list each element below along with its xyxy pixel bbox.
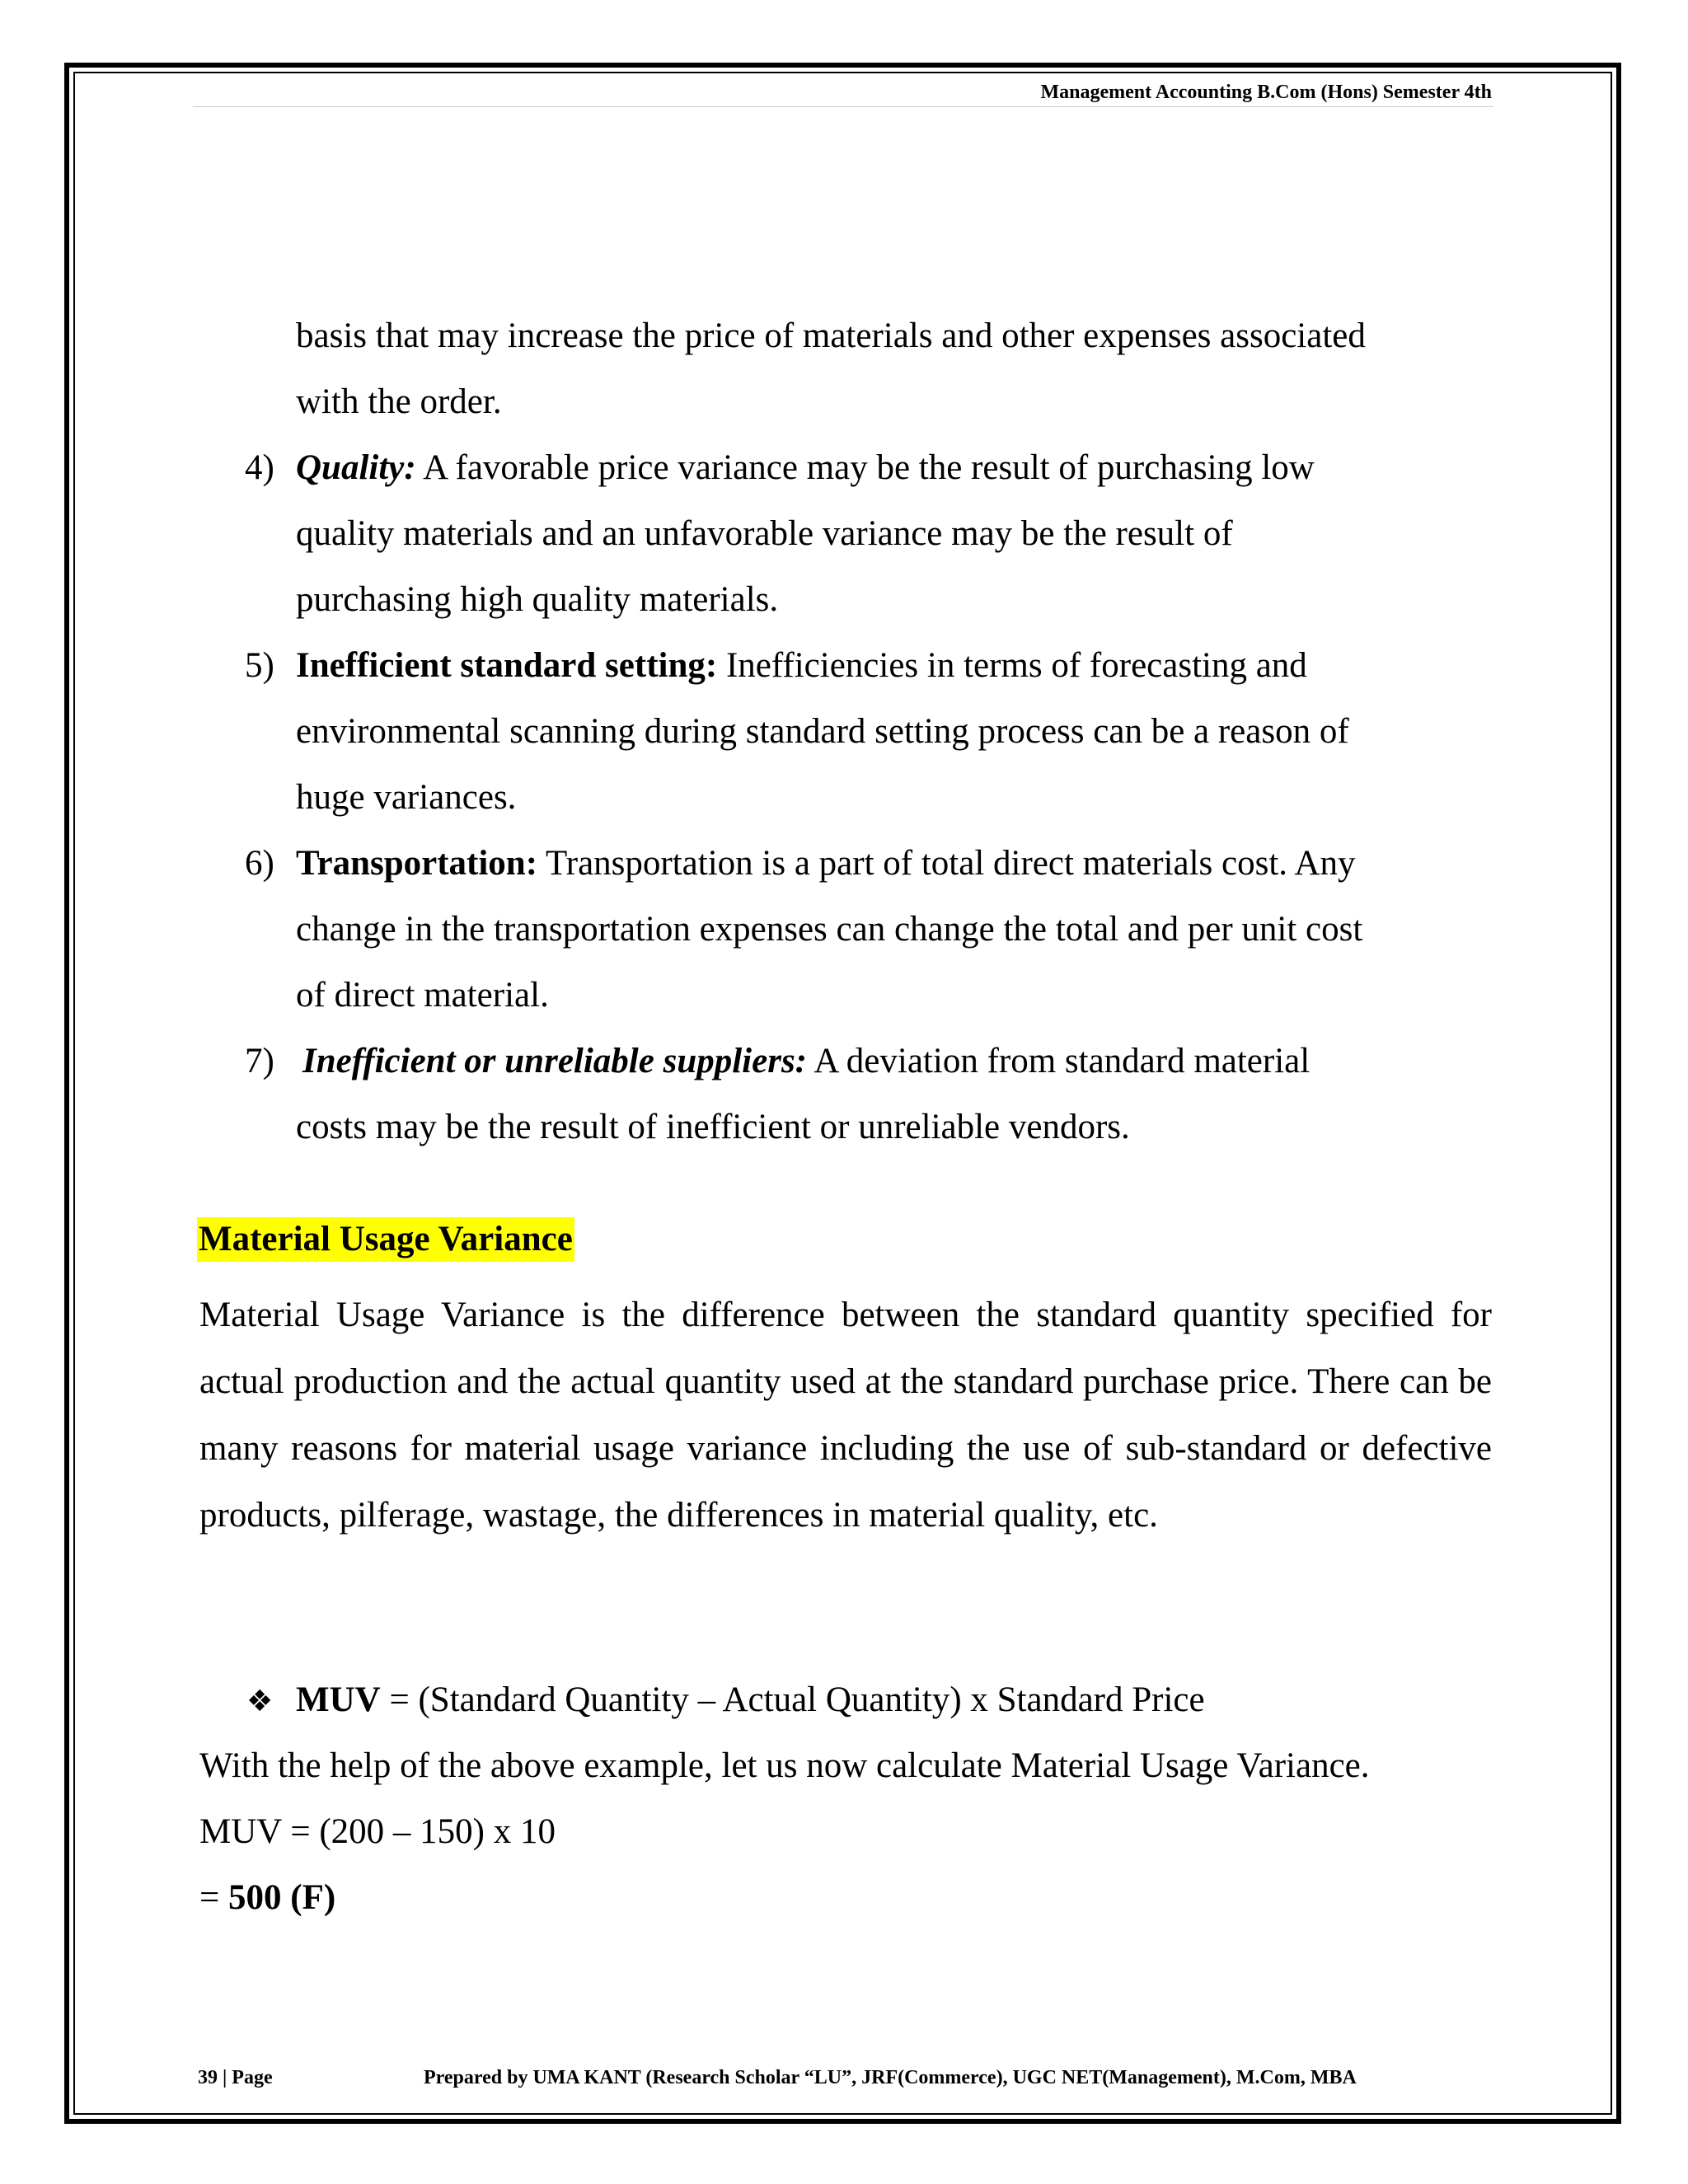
list-item: [245, 645, 1307, 686]
list-item-number: 7): [245, 1042, 274, 1080]
list-item-number: 6): [245, 844, 274, 883]
formula-line: [246, 1680, 1205, 1720]
list-item-text: A deviation from standard material: [807, 1042, 1311, 1080]
section-heading: Material Usage Variance: [197, 1217, 574, 1262]
list-item-text: A favorable price variance may be the result of purchasing low: [415, 448, 1315, 487]
list-item-term: Inefficient standard setting:: [296, 646, 718, 685]
result-value: 500 (F): [228, 1878, 336, 1917]
footer-author: Prepared by UMA KANT (Research Scholar “LU”, JRF(Commerce), UGC NET(Management), M.Com, MBA: [424, 2067, 1357, 2088]
list-item-text: of direct material.: [296, 976, 549, 1015]
result-prefix: =: [199, 1878, 229, 1917]
list-item-text: Inefficiencies in terms of forecasting and: [717, 646, 1307, 685]
running-header: Management Accounting B.Com (Hons) Semester 4th: [1040, 82, 1492, 103]
example-intro: With the help of the above example, let us now calculate Material Usage Variance.: [199, 1746, 1370, 1785]
diamond-bullet-icon: ❖: [246, 1685, 274, 1718]
formula-expression: = (Standard Quantity – Actual Quantity) x Standard Price: [380, 1680, 1205, 1719]
formula-label: MUV: [296, 1680, 381, 1719]
continuation-line: with the order.: [296, 382, 502, 421]
list-item-text: huge variances.: [296, 778, 517, 817]
list-item-number: 4): [245, 448, 274, 487]
section-paragraph: Material Usage Variance is the difference between the standard quantity specified for actual production and the actual quantity used at the standard purchase price. There can be many reasons for material usage variance including the use of sub-standard or defective products, pilferage, wastage, the differences in material quality, etc.: [199, 1296, 1492, 1535]
list-item-text: purchasing high quality materials.: [296, 580, 779, 619]
list-item: [245, 448, 1315, 488]
footer-page-number: 39 | Page: [198, 2067, 273, 2088]
header-divider: [193, 106, 1493, 107]
list-item-term: Inefficient or unreliable suppliers:: [302, 1042, 807, 1080]
continuation-line: basis that may increase the price of materials and other expenses associated: [296, 316, 1366, 355]
list-item-text: quality materials and an unfavorable variance may be the result of: [296, 514, 1233, 553]
list-item-number: 5): [245, 646, 274, 685]
list-item-text: environmental scanning during standard setting process can be a reason of: [296, 712, 1349, 751]
example-calculation: MUV = (200 – 150) x 10: [199, 1812, 556, 1851]
example-result: [199, 1877, 335, 1918]
list-item-text: change in the transportation expenses can change the total and per unit cost: [296, 910, 1363, 949]
list-item-text: Transportation is a part of total direct materials cost. Any: [537, 844, 1356, 883]
list-item-term: Transportation:: [296, 844, 538, 883]
page-border-inner: [73, 72, 1612, 2115]
list-item-text: costs may be the result of inefficient or unreliable vendors.: [296, 1108, 1130, 1146]
list-item: [245, 1041, 1310, 1081]
list-item-term: Quality:: [296, 448, 416, 487]
list-item: [245, 843, 1355, 883]
